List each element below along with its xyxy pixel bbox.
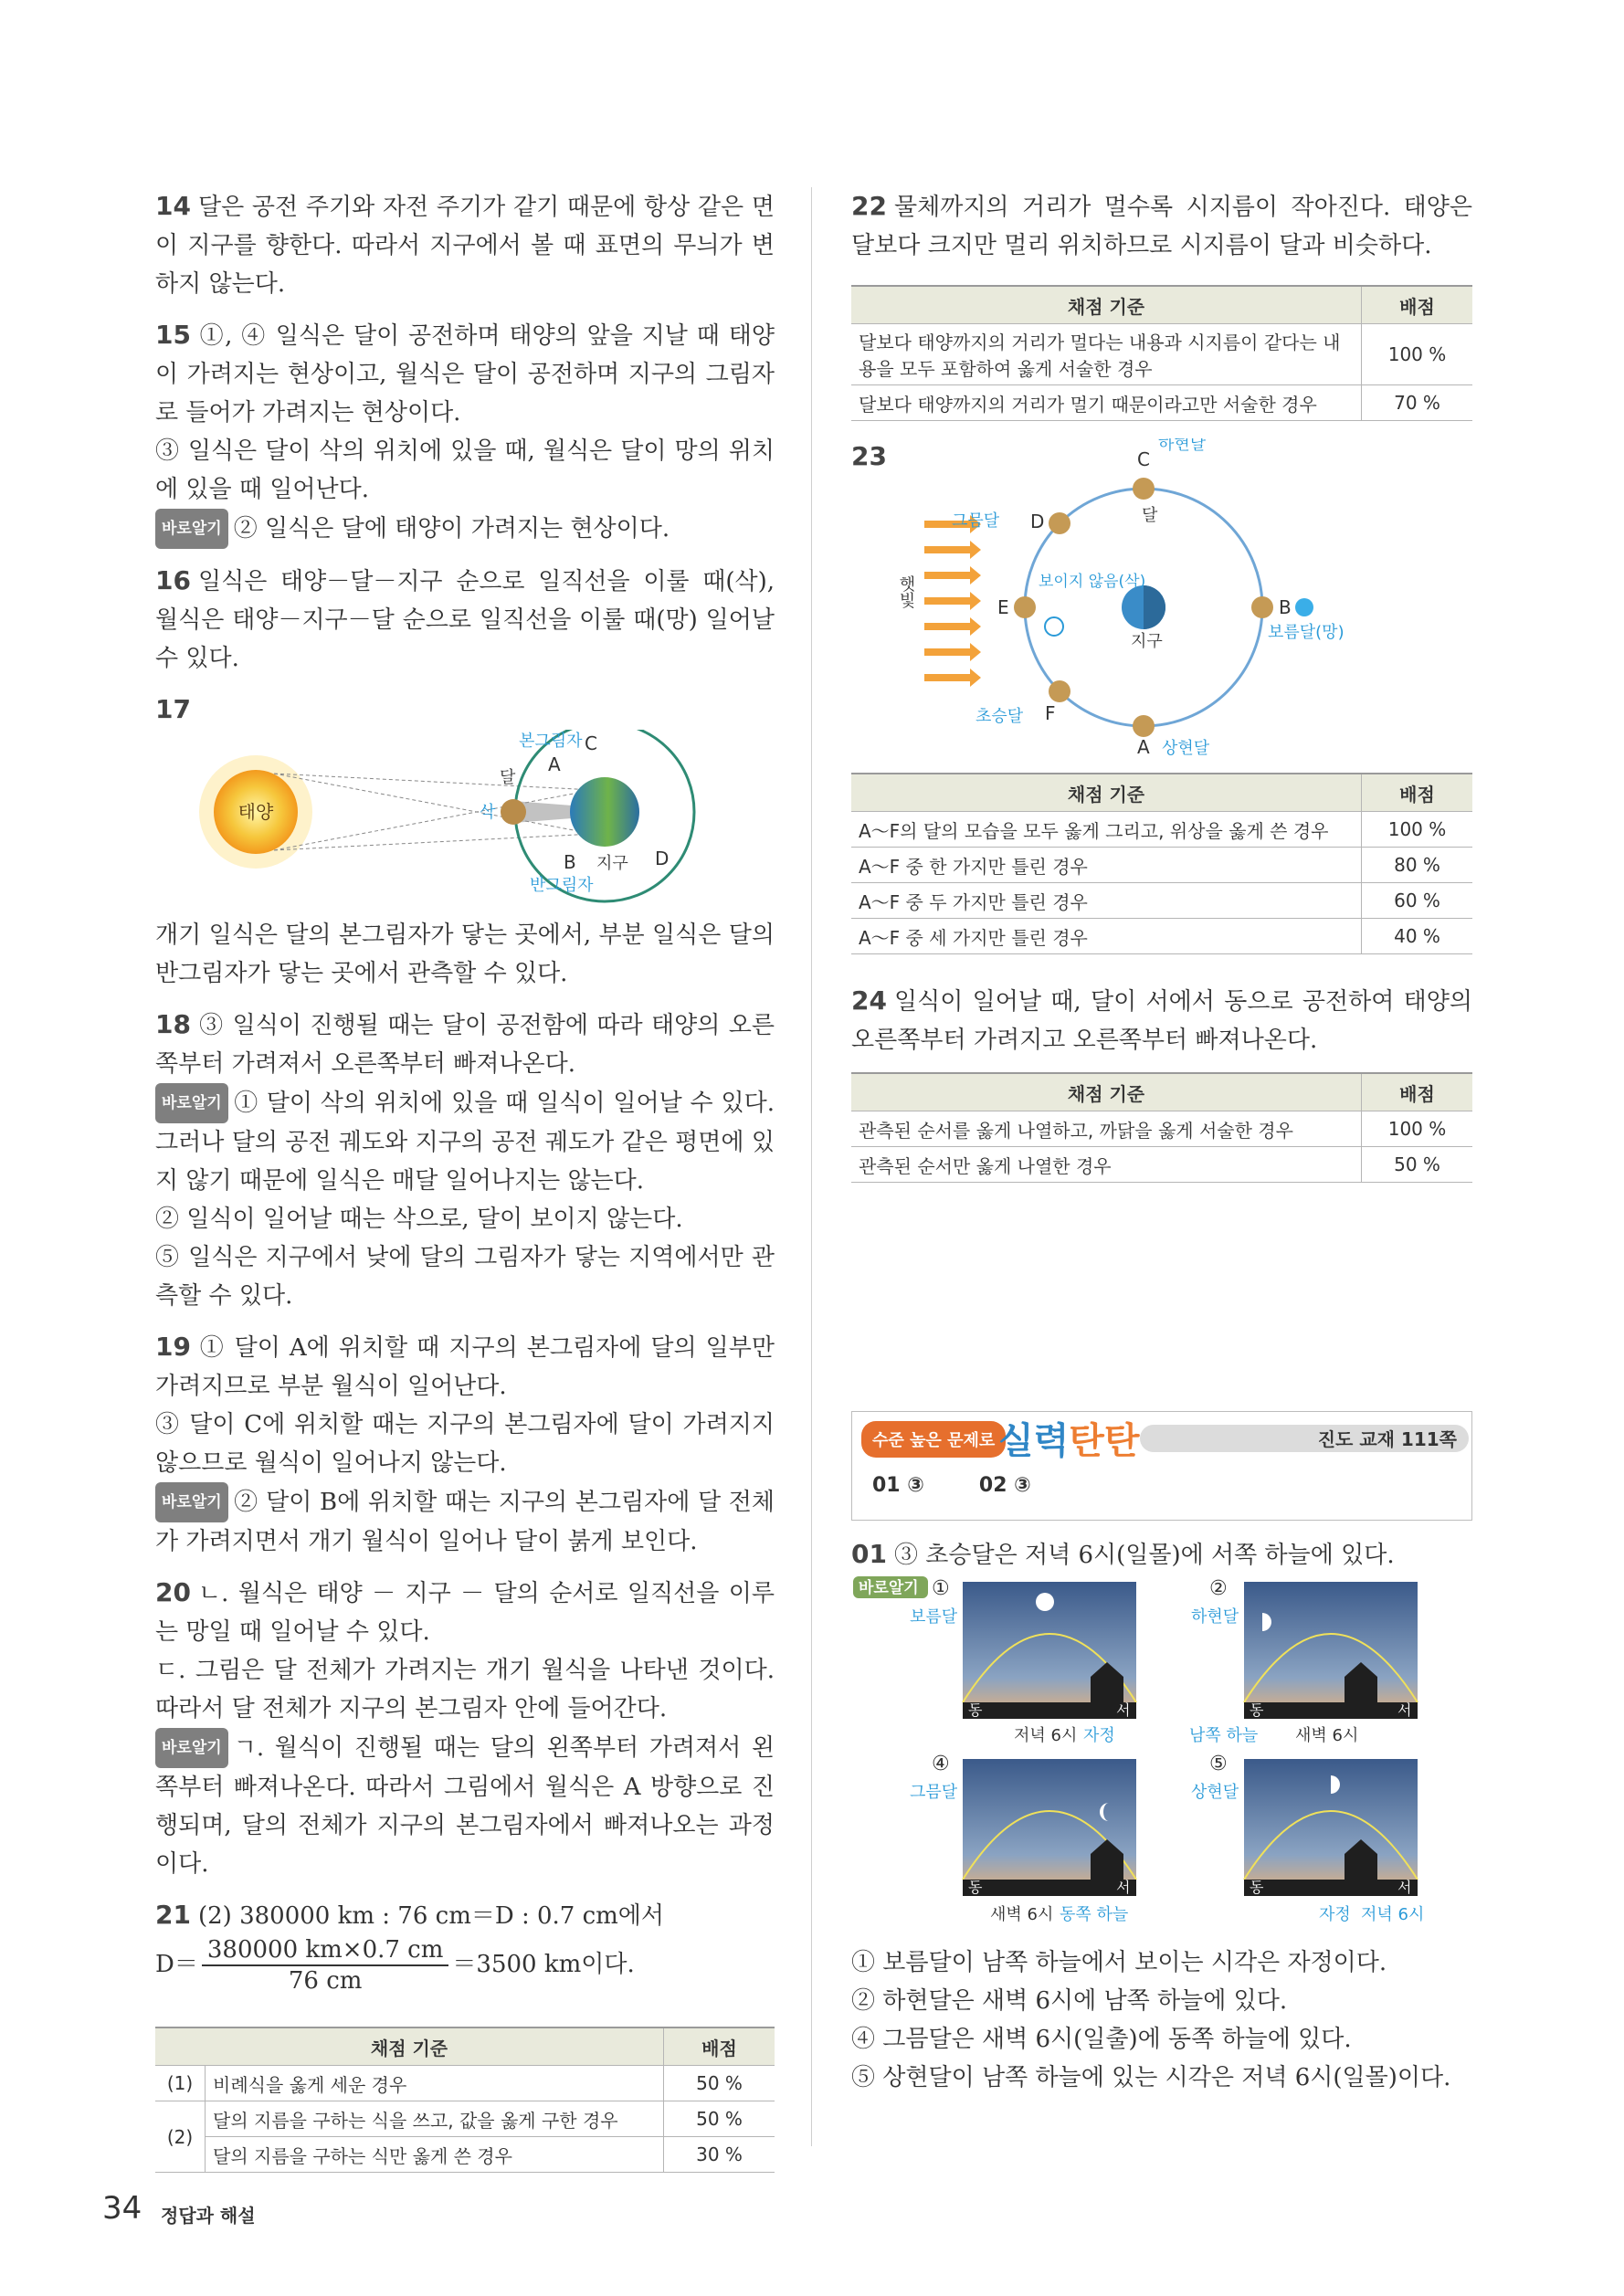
moon-b [1251,596,1273,618]
earth-icon [570,777,639,847]
correction-badge: 바로알기 [859,1579,919,1597]
grading-table-21 [155,2027,775,2173]
sun-label: 태양 [237,801,274,823]
a-phase-label: 상현달 [1162,739,1210,758]
brand-title: 실력탄탄 [998,1420,1140,1462]
table-header: 채점 기준 [851,1073,1362,1111]
point-d: D [655,848,670,869]
sunlight-arrows [924,515,981,687]
moon-e [1014,596,1036,618]
table-row: (1) 비례식을 옳게 세운 경우 50 % [155,2066,775,2101]
textbook-reference: 진도 교재 111쪽 [1317,1428,1457,1450]
answer-20-correction: 바로알기 ㄱ. 월식이 진행될 때는 달의 왼쪽부터 가려져서 왼쪽부터 빠져나온다. 따라서 그림에서 월식은 A 방향으로 진행되며, 달의 전체가 지구의 본그림자에서 빠져나오는 과정이다. [155,1728,775,1883]
answer-01: 01 ③ 초승달은 저녁 6시(일몰)에 서쪽 하늘에 있다. [851,1539,1395,1569]
answer-19: 19 ① 달이 A에 위치할 때 지구의 본그림자에 달의 일부만 가려지므로 부분 월식이 일어난다. [155,1332,775,1400]
level-pill: 수준 높은 문제로 [861,1421,1006,1458]
point-c: C [1137,448,1150,470]
full-moon-icon [1295,598,1313,616]
sunlight-label: 햇빛 [896,575,916,608]
solar-eclipse-diagram [155,730,775,912]
svg-text:자정: 자정 [1083,1726,1115,1745]
table-row: A～F 중 한 가지만 틀린 경우 80 % [851,848,1472,883]
answer-17: 개기 일식은 달의 본그림자가 닿는 곳에서, 부분 일식은 달의 반그림자가 닿는 곳에서 관측할 수 있다. [155,922,775,987]
point-c: C [585,732,597,754]
answer-20-detail: ㄷ. 그림은 달 전체가 가려지는 개기 월식을 나타낸 것이다. 따라서 달 전체가 지구의 본그림자 안에 들어간다. [155,1657,775,1722]
point-a: A [548,753,561,775]
table-header: 채점 기준 [851,774,1362,812]
answer-19-correction: 바로알기 ② 달이 B에 위치할 때는 지구의 본그림자에 달 전체가 가려지면서 개기 월식이 일어나 달이 붉게 보인다. [155,1482,775,1561]
tangent-line [274,774,594,790]
correction-badge: 바로알기 [155,1083,228,1123]
svg-text:저녁 6시: 저녁 6시 [1361,1905,1425,1924]
answer-15-correction: 바로알기 ② 일식은 달에 태양이 가려지는 현상이다. [155,509,775,549]
answer-16: 16 일식은 태양－달－지구 순으로 일직선을 이룰 때(삭), 월식은 태양－지구－달 순으로 일직선을 이룰 때(망) 일어날 수 있다. [155,565,775,672]
table-header: 배점 [1362,286,1473,324]
answer-24: 24 일식이 일어날 때, 달이 서에서 동으로 공전하여 태양의 오른쪽부터 가려지고 오른쪽부터 빠져나온다. [851,985,1472,1054]
advanced-problems-banner [851,1411,1472,1521]
answer-summary: 01 ③ 02 ③ [872,1474,1031,1497]
svg-text:서: 서 [1116,1879,1131,1896]
svg-text:②: ② [1209,1577,1228,1600]
sky-panel-2 [1244,1582,1418,1719]
table-header: 채점 기준 [851,286,1362,324]
svg-text:동: 동 [968,1879,983,1896]
answer-20: 20 ㄴ. 월식은 태양 － 지구 － 달의 순서로 일직선을 이루는 망일 때 일어날 수 있다. [155,1577,775,1646]
umbra-label: 본그림자 [519,732,583,751]
table-row: 달보다 태양까지의 거리가 멀기 때문이라고만 서술한 경우 70 % [851,385,1472,421]
table-row: 관측된 순서를 옳게 나열하고, 까닭을 옳게 서술한 경우 100 % [851,1111,1472,1147]
answer-01-line-4: ⑤ 상현달이 남쪽 하늘에 있는 시각은 저녁 6시(일몰)이다. [851,2064,1451,2091]
answer-18: 18 ③ 일식이 진행될 때는 달이 공전함에 따라 태양의 오른쪽부터 가려져서 오른쪽부터 빠져나온다. [155,1009,775,1078]
point-e: E [997,596,1009,618]
point-f: F [1045,702,1056,724]
sak-label: 삭 [480,803,496,822]
moon-icon [501,799,526,825]
table-header: 배점 [1362,774,1473,812]
svg-text:동: 동 [1250,1701,1264,1719]
answer-01-line-1: ① 보름달이 남쪽 하늘에서 보이는 시각은 자정이다. [851,1949,1387,1976]
grading-table-23 [851,773,1472,954]
svg-text:서: 서 [1397,1879,1412,1896]
c-phase-label: 하현달 [1158,438,1207,454]
grading-table-22 [851,285,1472,421]
d-phase-label: 그믐달 [952,511,1000,531]
moon-a [1133,715,1155,737]
moon-label: 달 [1142,506,1158,525]
answer-22: 22 물체까지의 거리가 멀수록 시지름이 작아진다. 태양은 달보다 크지만 멀리 위치하므로 시지름이 달과 비슷하다. [851,191,1472,259]
answer-17-number: 17 [155,694,191,724]
svg-text:서: 서 [1116,1701,1131,1719]
f-phase-label: 초승달 [975,707,1024,726]
answer-01-line-3: ④ 그믐달은 새벽 6시(일출)에 동쪽 하늘에 있다. [851,2026,1352,2053]
answer-15-detail: ③ 일식은 달이 삭의 위치에 있을 때, 월식은 달이 망의 위치에 있을 때 일어난다. [155,437,775,503]
page-number: 34 [102,2190,142,2227]
answer-18-correction: 바로알기 ① 달이 삭의 위치에 있을 때 일식이 일어날 수 있다. 그러나 달의 공전 궤도와 지구의 공전 궤도가 같은 평면에 있지 않기 때문에 일식은 매달 일어나지는 않는다. [155,1083,775,1200]
first-quarter-label: 상현달 [1191,1783,1239,1802]
svg-text:남쪽 하늘: 남쪽 하늘 [1189,1726,1259,1745]
left-column [155,187,775,2173]
fraction: $\frac{380000 km\times 0.7 cm}{76 cm}$ [202,1935,449,1996]
last-quarter-label: 하현달 [1191,1607,1239,1627]
b-phase-label: 보름달(망) [1268,623,1345,642]
column-divider [811,187,812,2146]
correction-badge: 바로알기 [155,509,228,549]
table-header: 배점 [664,2027,775,2066]
moon-f [1049,680,1070,702]
answer-21-equation: D＝ $\frac{380000 km\times 0.7 cm}{76 cm}$ ＝3500 km이다. [155,1936,635,1995]
tangent-line [274,834,594,850]
table-row: (2) 달의 지름을 구하는 식을 쓰고, 값을 옳게 구한 경우 50 % [155,2101,775,2137]
svg-text:저녁 6시: 저녁 6시 [1014,1726,1078,1745]
right-column [851,187,1472,2097]
answer-18-fix2: ② 일식이 일어날 때는 삭으로, 달이 보이지 않는다. [155,1206,683,1233]
table-row: A～F의 달의 모습을 모두 옳게 그리고, 위상을 옳게 쓴 경우 100 % [851,812,1472,848]
svg-text:동: 동 [1250,1879,1264,1896]
grading-table-24 [851,1072,1472,1183]
svg-text:④: ④ [932,1753,950,1775]
moon-sky-panels [851,1575,1472,1940]
table-row: 달의 지름을 구하는 식만 옳게 쓴 경우 30 % [155,2137,775,2173]
footer-label: 정답과 해설 [161,2205,256,2227]
answer-14: 14 달은 공전 주기와 자전 주기가 같기 때문에 항상 같은 면이 지구를 향한다. 따라서 지구에서 볼 때 표면의 무늬가 변하지 않는다. [155,191,775,298]
answer-18-fix3: ⑤ 일식은 지구에서 낮에 달의 그림자가 닿는 지역에서만 관측할 수 있다. [155,1244,775,1310]
table-row: 관측된 순서만 옳게 나열한 경우 50 % [851,1147,1472,1183]
table-header: 배점 [1362,1073,1473,1111]
svg-text:동: 동 [968,1701,983,1719]
svg-text:새벽 6시: 새벽 6시 [1295,1726,1359,1745]
full-moon-label: 보름달 [910,1607,958,1627]
svg-text:①: ① [932,1577,950,1600]
table-row: A～F 중 두 가지만 틀린 경우 60 % [851,883,1472,919]
e-phase-label: 보이지 않음(삭) [1039,573,1146,591]
answer-23-number: 23 [851,441,887,471]
svg-text:자정: 자정 [1319,1905,1351,1924]
point-a: A [1137,736,1150,758]
point-b: B [564,851,576,873]
svg-text:서: 서 [1397,1701,1412,1719]
answer-15: 15 ①, ④ 일식은 달이 공전하며 태양의 앞을 지날 때 태양이 가려지는 현상이고, 월식은 달이 공전하며 지구의 그림자로 들어가 가려지는 현상이다. [155,320,775,427]
svg-text:새벽 6시: 새벽 6시 [990,1905,1054,1924]
table-row: 달보다 태양까지의 거리가 멀다는 내용과 시지름이 같다는 내용을 모두 포함하여 옳게 서술한 경우 100 % [851,324,1472,385]
new-moon-icon [1045,617,1063,636]
answer-01-line-2: ② 하현달은 새벽 6시에 남쪽 하늘에 있다. [851,1987,1288,2015]
moon-d [1049,512,1070,534]
moon-phase-diagram [851,438,1472,758]
table-row: A～F 중 세 가지만 틀린 경우 40 % [851,919,1472,954]
moon-label: 달 [500,768,516,787]
svg-text:⑤: ⑤ [1209,1753,1228,1775]
earth-label: 지구 [596,854,628,873]
point-b: B [1279,596,1292,618]
svg-text:동쪽 하늘: 동쪽 하늘 [1060,1905,1129,1924]
moon-c [1133,478,1155,500]
answer-19-detail: ③ 달이 C에 위치할 때는 지구의 본그림자에 달이 가려지지 않으므로 월식이 일어나지 않는다. [155,1411,775,1477]
answer-21: 21 (2) 380000 km : 76 cm＝D : 0.7 cm에서 [155,1900,665,1930]
earth-label: 지구 [1131,632,1163,651]
table-header: 채점 기준 [155,2027,664,2066]
waning-crescent-label: 그믐달 [910,1783,958,1802]
penumbra-label: 반그림자 [530,876,594,895]
correction-badge: 바로알기 [155,1482,228,1522]
point-d: D [1030,511,1045,532]
correction-badge: 바로알기 [155,1728,228,1768]
